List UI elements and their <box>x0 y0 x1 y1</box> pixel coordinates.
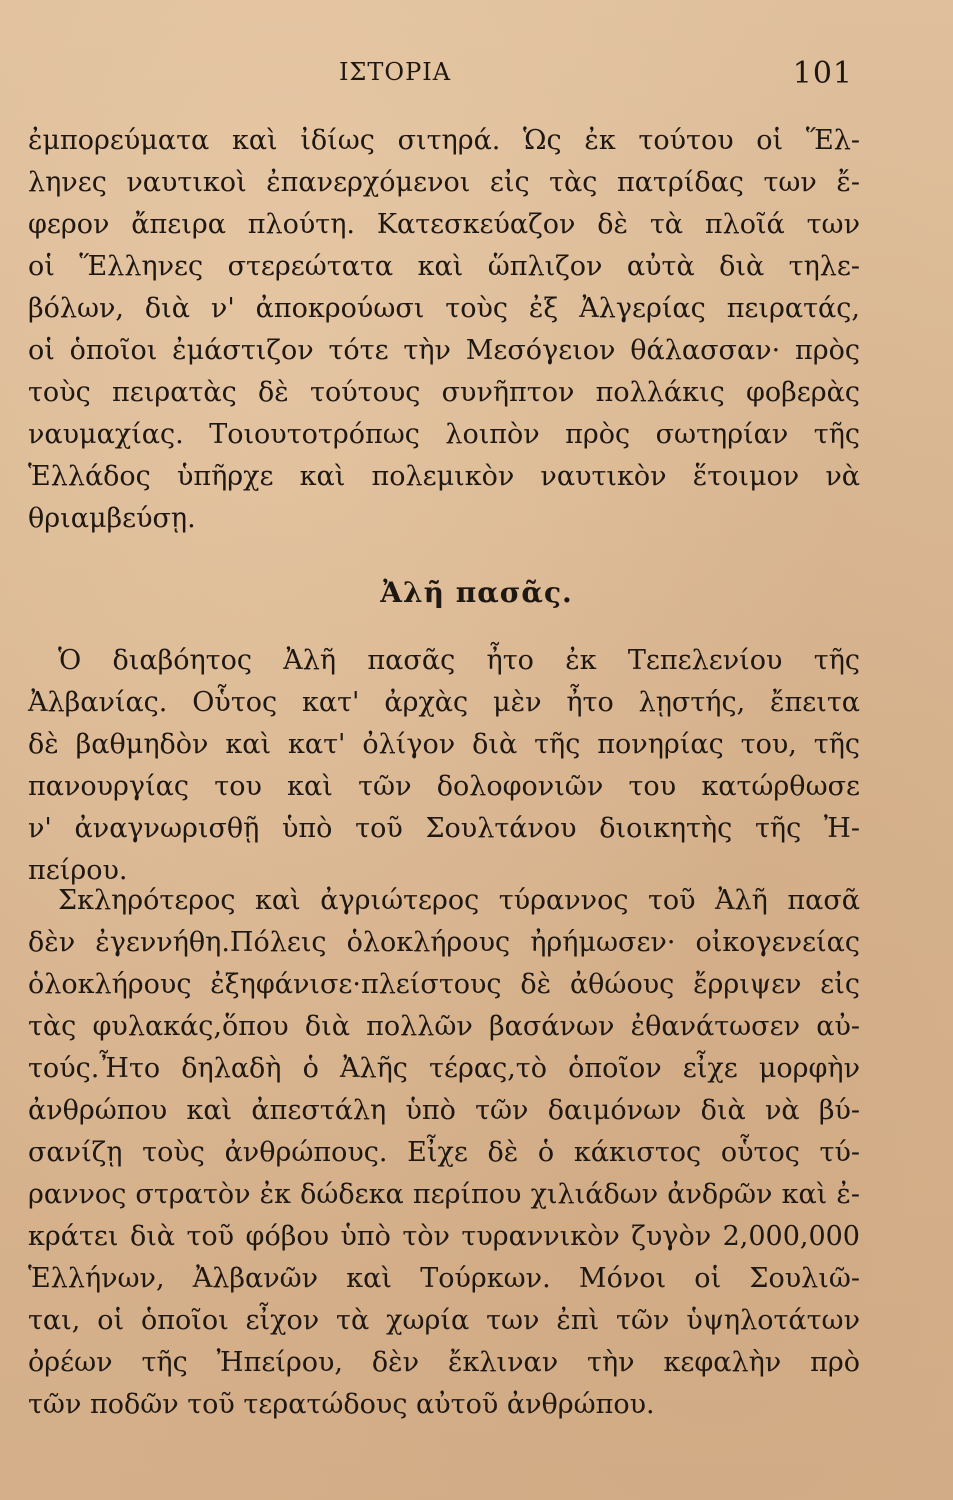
page-number: 101 <box>792 56 853 91</box>
text-line: ναυμαχίας. Τοιουτοτρόπως λοιπὸν πρὸς σωτηρίαν τῆς <box>28 419 860 450</box>
text-line: ὀρέων τῆς Ἠπείρου, δὲν ἔκλιναν τὴν κεφαλὴν πρὸ <box>28 1347 860 1378</box>
text-line: σανίζῃ τοὺς ἀνθρώπους. Εἶχε δὲ ὁ κάκιστος οὗτος τύ- <box>28 1137 860 1168</box>
text-line: Ἑλλήνων, Ἀλβανῶν καὶ Τούρκων. Μόνοι οἱ Σουλιῶ- <box>28 1263 860 1294</box>
text-line: δὲν ἐγεννήθη.Πόλεις ὁλοκλήρους ἠρήμωσεν· οἰκογενείας <box>28 927 860 958</box>
text-line: Σκληρότερος καὶ ἀγριώτερος τύραννος τοῦ Ἀλῆ πασᾶ <box>58 885 860 916</box>
paragraph-1 <box>28 120 860 540</box>
text-line: βόλων, διὰ ν' ἀποκρούωσι τοὺς ἐξ Ἀλγερίας πειρατάς, <box>28 293 860 324</box>
paragraph-3 <box>28 880 860 1426</box>
text-line: οἱ ὁποῖοι ἐμάστιζον τότε τὴν Μεσόγειον θάλασσαν· πρὸς <box>28 335 860 366</box>
text-line: ἐμπορεύματα καὶ ἰδίως σιτηρά. Ὡς ἐκ τούτου οἱ Ἕλ- <box>28 125 860 156</box>
running-head: ΙΣΤΟΡΙΑ <box>338 58 452 86</box>
paragraph-2 <box>28 640 860 892</box>
page-header <box>0 58 953 98</box>
text-line: Ὁ διαβόητος Ἀλῆ πασᾶς ἦτο ἐκ Τεπελενίου τῆς <box>58 645 860 676</box>
text-line: θριαμβεύσῃ. <box>28 503 196 534</box>
text-line: πείρου. <box>28 855 128 886</box>
section-title: Ἀλῆ πασᾶς. <box>380 576 573 609</box>
text-line: τούς.Ἦτο δηλαδὴ ὁ Ἀλῆς τέρας,τὸ ὁποῖον εἶχε μορφὴν <box>28 1053 860 1084</box>
text-line: ληνες ναυτικοὶ ἐπανερχόμενοι εἰς τὰς πατρίδας των ἔ- <box>28 167 860 198</box>
text-line: ν' ἀναγνωρισθῇ ὑπὸ τοῦ Σουλτάνου διοικητὴς τῆς Ἠ- <box>28 813 860 844</box>
text-line: ὁλοκλήρους ἐξηφάνισε·πλείστους δὲ ἀθώους ἔρριψεν εἰς <box>28 969 860 1000</box>
text-line: ραννος στρατὸν ἐκ δώδεκα περίπου χιλιάδων ἀνδρῶν καὶ ἐ- <box>28 1179 860 1210</box>
text-line: ἀνθρώπου καὶ ἀπεστάλη ὑπὸ τῶν δαιμόνων διὰ νὰ βύ- <box>28 1095 860 1126</box>
text-line: οἱ Ἕλληνες στερεώτατα καὶ ὥπλιζον αὐτὰ διὰ τηλε- <box>28 251 860 282</box>
text-line: Ἀλβανίας. Οὗτος κατ' ἀρχὰς μὲν ἦτο λῃστής, ἔπειτα <box>28 687 860 718</box>
text-line: τοὺς πειρατὰς δὲ τούτους συνῆπτον πολλάκις φοβερὰς <box>28 377 860 408</box>
text-line: φερον ἄπειρα πλούτη. Κατεσκεύαζον δὲ τὰ πλοῖά των <box>28 209 860 240</box>
text-line: πανουργίας του καὶ τῶν δολοφονιῶν του κατώρθωσε <box>28 771 860 802</box>
text-line: Ἑλλάδος ὑπῆρχε καὶ πολεμικὸν ναυτικὸν ἕτοιμον νὰ <box>28 461 860 492</box>
text-line: τῶν ποδῶν τοῦ τερατώδους αὐτοῦ ἀνθρώπου. <box>28 1389 655 1420</box>
text-line: δὲ βαθμηδὸν καὶ κατ' ὀλίγον διὰ τῆς πονηρίας του, τῆς <box>28 729 860 760</box>
text-line: κράτει διὰ τοῦ φόβου ὑπὸ τὸν τυραννικὸν ζυγὸν 2,000,000 <box>28 1221 860 1252</box>
text-line: ται, οἱ ὁποῖοι εἶχον τὰ χωρία των ἐπὶ τῶν ὑψηλοτάτων <box>28 1305 860 1336</box>
text-line: τὰς φυλακάς,ὅπου διὰ πολλῶν βασάνων ἐθανάτωσεν αὐ- <box>28 1011 860 1042</box>
